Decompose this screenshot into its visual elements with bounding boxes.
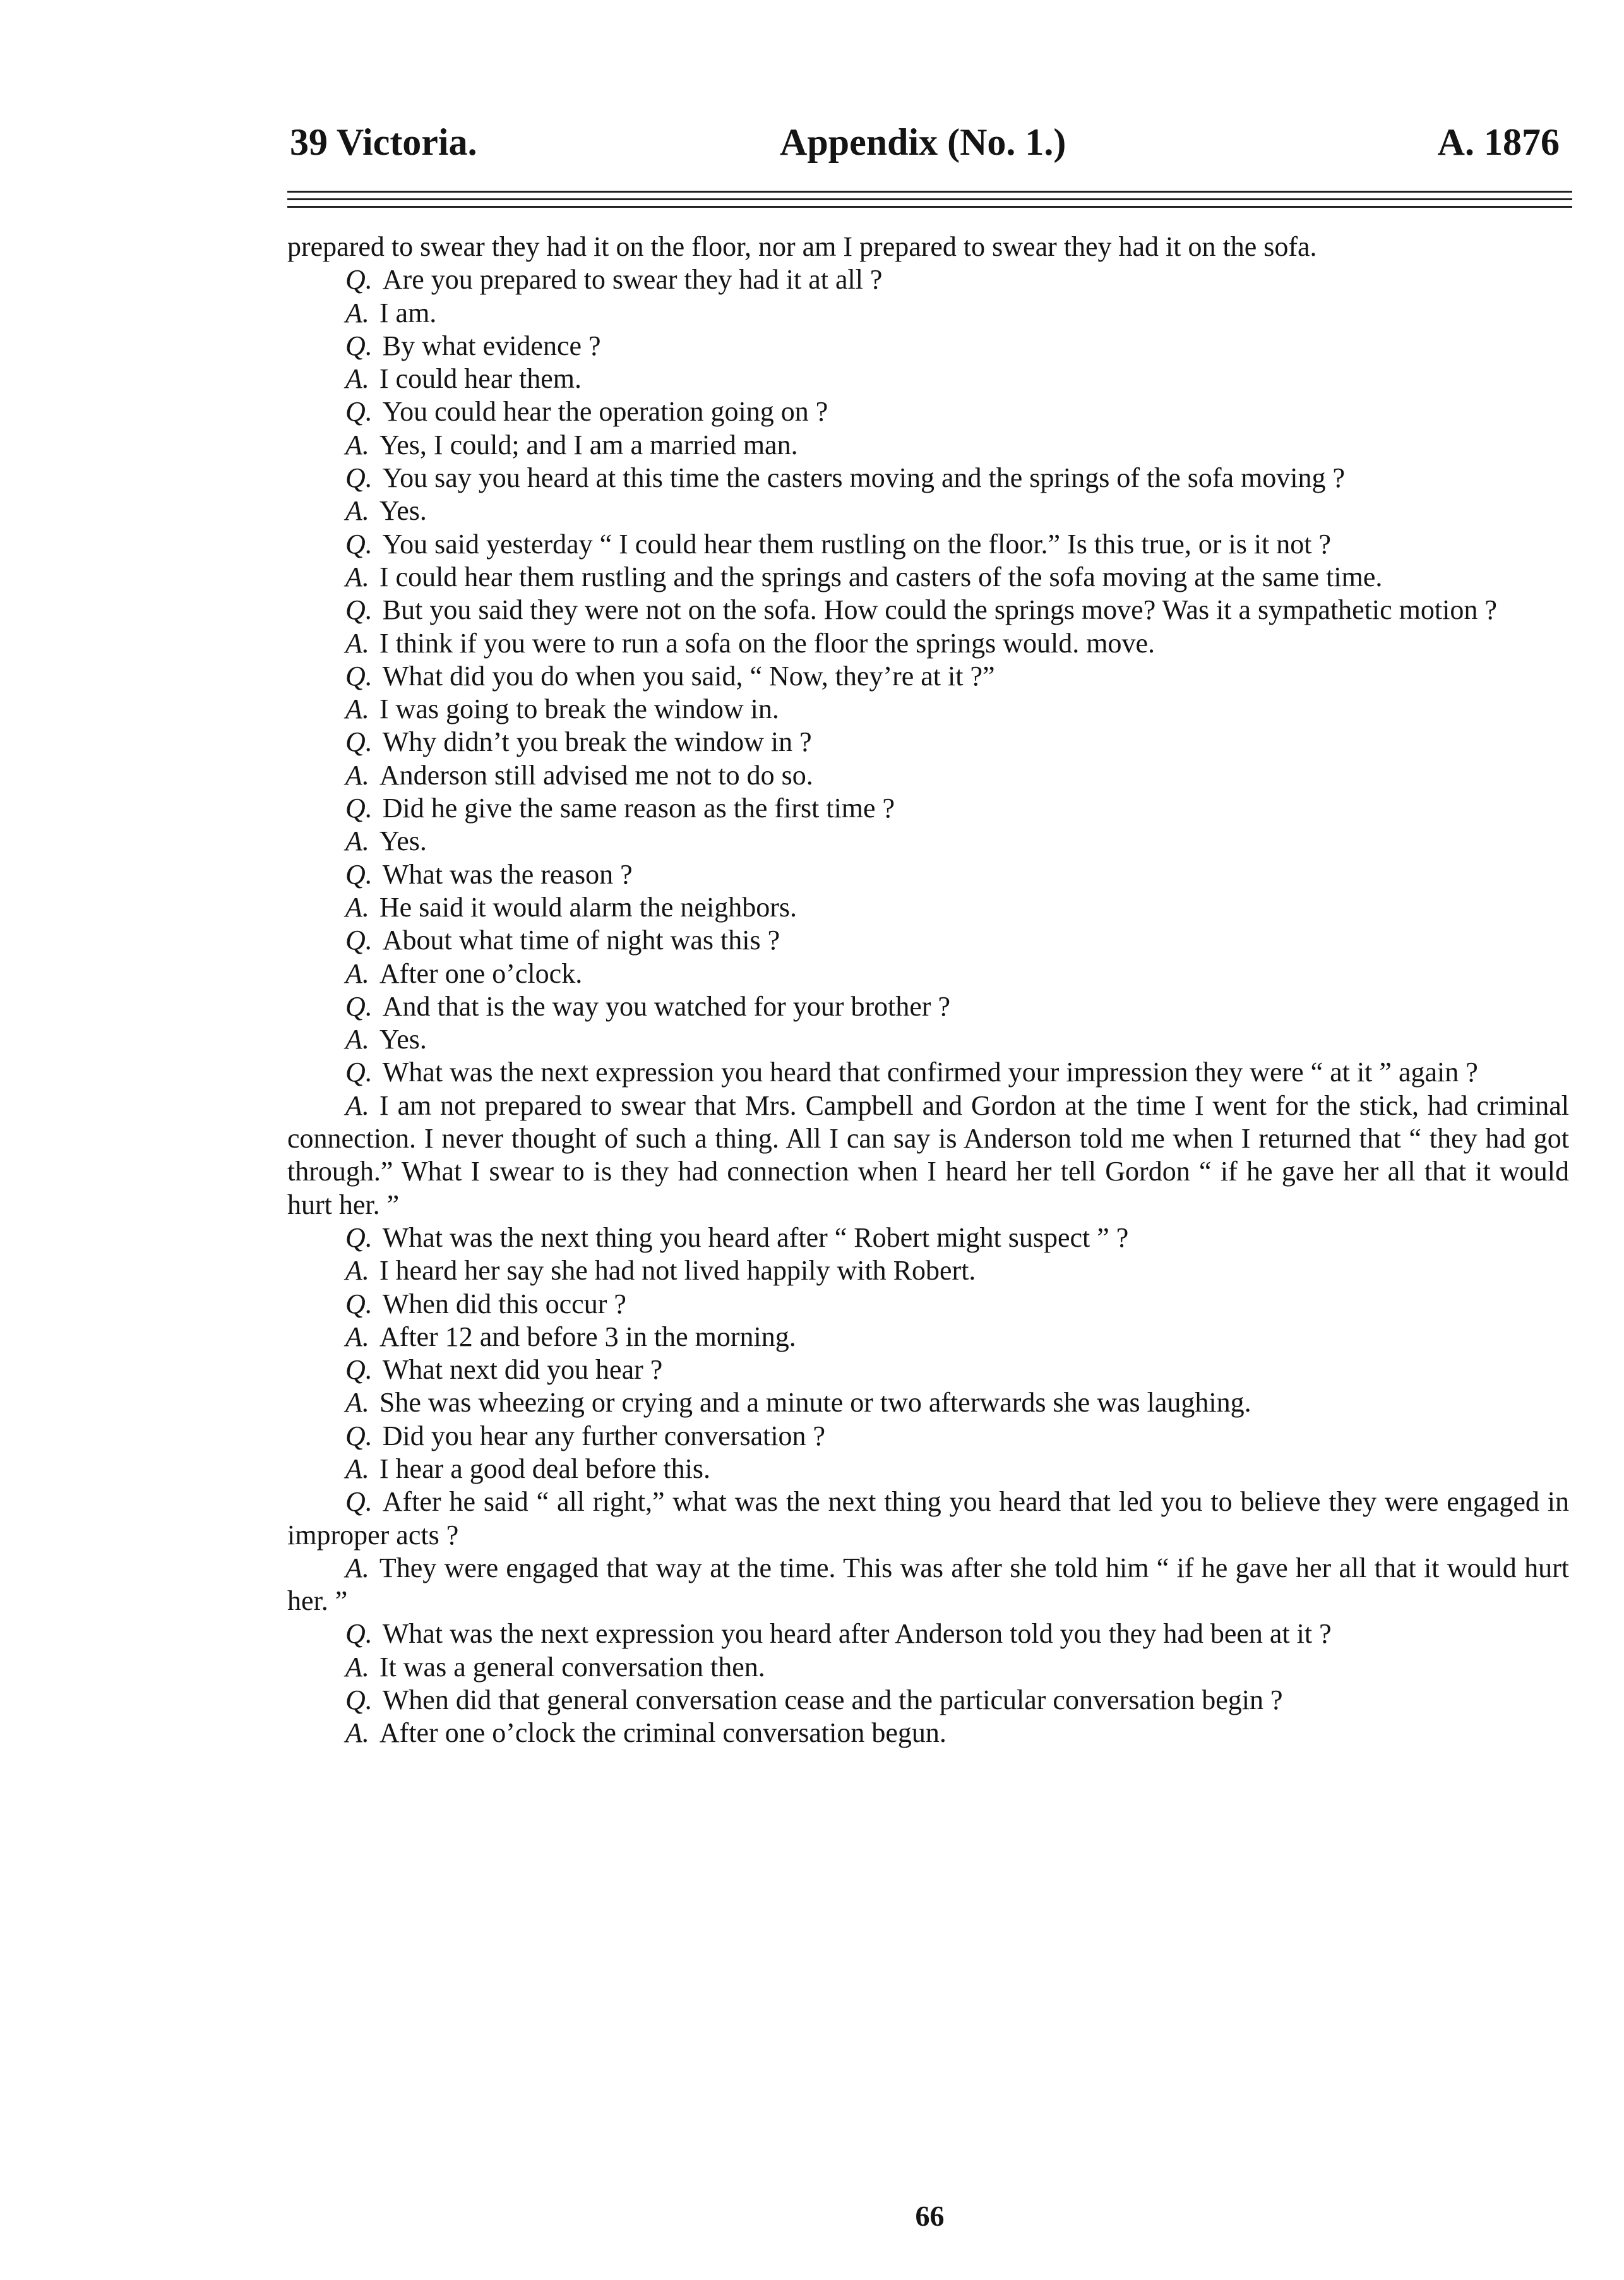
- paragraph-text: You said yesterday “ I could hear them rustling on the floor.” Is this true, or is it not ?: [382, 528, 1332, 560]
- paragraph-text: About what time of night was this ?: [382, 925, 780, 956]
- answer-marker: A.: [345, 1453, 369, 1484]
- paragraph-text: Why didn’t you break the window in ?: [382, 726, 812, 758]
- answer-marker: A.: [345, 1321, 369, 1352]
- testimony-paragraph: [287, 891, 1569, 924]
- question-marker: Q.: [345, 330, 373, 361]
- testimony-paragraph: [287, 660, 1569, 693]
- header-rule: [287, 198, 1572, 200]
- question-marker: Q.: [345, 1684, 373, 1716]
- testimony-paragraph: [287, 1089, 1569, 1221]
- answer-marker: A.: [345, 825, 369, 857]
- question-marker: Q.: [345, 264, 373, 296]
- paragraph-text: You say you heard at this time the casters moving and the springs of the sofa moving ?: [382, 462, 1346, 494]
- paragraph-text: Yes, I could; and I am a married man.: [379, 429, 798, 460]
- answer-marker: A.: [345, 1552, 369, 1583]
- paragraph-text: After one o’clock the criminal conversation begun.: [379, 1717, 946, 1749]
- paragraph-text: I was going to break the window in.: [379, 693, 779, 725]
- paragraph-text: Yes.: [379, 825, 427, 857]
- testimony-paragraph: [287, 1288, 1569, 1321]
- paragraph-text: You could hear the operation going on ?: [382, 396, 828, 428]
- paragraph-text: When did that general conversation cease and the particular conversation begin ?: [382, 1684, 1283, 1716]
- question-marker: Q.: [345, 990, 373, 1022]
- testimony-paragraph: [287, 1221, 1569, 1254]
- paragraph-text: prepared to swear they had it on the floor, nor am I prepared to swear they had it on the sofa.: [287, 231, 1317, 262]
- header-appendix: Appendix (No. 1.): [780, 121, 1066, 163]
- testimony-paragraph: [287, 528, 1569, 561]
- paragraph-text: Are you prepared to swear they had it at all ?: [382, 264, 883, 296]
- testimony-paragraph: [287, 330, 1569, 363]
- answer-marker: A.: [345, 1717, 369, 1749]
- answer-marker: A.: [345, 363, 369, 395]
- paragraph-text: After 12 and before 3 in the morning.: [379, 1321, 796, 1352]
- testimony-paragraph: [287, 1617, 1569, 1650]
- question-marker: Q.: [345, 1618, 373, 1650]
- paragraph-text: Anderson still advised me not to do so.: [379, 759, 813, 791]
- question-marker: Q.: [345, 726, 373, 758]
- answer-marker: A.: [345, 495, 369, 527]
- question-marker: Q.: [345, 858, 373, 890]
- paragraph-text: I hear a good deal before this.: [379, 1453, 711, 1484]
- answer-marker: A.: [345, 891, 369, 923]
- running-header: [287, 107, 1572, 177]
- paragraph-text: What did you do when you said, “ Now, they’re at it ?”: [382, 660, 995, 692]
- testimony-paragraph: [287, 363, 1569, 395]
- question-marker: Q.: [345, 462, 373, 494]
- paragraph-text: I think if you were to run a sofa on the floor the springs would. move.: [379, 627, 1155, 659]
- question-marker: Q.: [345, 925, 373, 956]
- testimony-paragraph: [287, 429, 1569, 462]
- paragraph-text: What was the next expression you heard that confirmed your impression they were “ at it ” again ?: [382, 1057, 1478, 1088]
- document-page: [287, 107, 1572, 2242]
- question-marker: Q.: [345, 396, 373, 428]
- testimony-paragraph: [287, 495, 1569, 527]
- question-marker: Q.: [345, 1221, 373, 1253]
- testimony-paragraph: [287, 693, 1569, 726]
- paragraph-text: She was wheezing or crying and a minute or two afterwards she was laughing.: [379, 1387, 1251, 1419]
- header-rule: [287, 191, 1572, 193]
- paragraph-text: I could hear them.: [379, 363, 582, 395]
- testimony-paragraph: [287, 957, 1569, 990]
- answer-marker: A.: [345, 1387, 369, 1419]
- paragraph-text: They were engaged that way at the time. This was after she told him “ if he gave her all that it would hurt her. ”: [287, 1552, 1569, 1617]
- testimony-paragraph: [287, 395, 1569, 428]
- question-marker: Q.: [345, 1057, 373, 1088]
- testimony-paragraph: [287, 1552, 1569, 1618]
- testimony-paragraph: [287, 1353, 1569, 1386]
- paragraph-text: When did this occur ?: [382, 1288, 626, 1319]
- paragraph-text: What was the reason ?: [382, 858, 633, 890]
- paragraph-text: By what evidence ?: [382, 330, 601, 361]
- testimony-paragraph: [287, 561, 1569, 594]
- paragraph-text: Did he give the same reason as the first time ?: [382, 793, 895, 824]
- paragraph-text: After one o’clock.: [379, 957, 583, 989]
- paragraph-text: I am.: [379, 297, 437, 328]
- answer-marker: A.: [345, 627, 369, 659]
- testimony-paragraph: [287, 1717, 1569, 1749]
- testimony-paragraph: [287, 1386, 1569, 1419]
- question-marker: Q.: [345, 1420, 373, 1451]
- testimony-paragraph: [287, 726, 1569, 759]
- testimony-paragraph: [287, 231, 1569, 263]
- answer-marker: A.: [345, 957, 369, 989]
- answer-marker: A.: [345, 1089, 369, 1121]
- testimony-paragraph: [287, 924, 1569, 957]
- paragraph-text: I heard her say she had not lived happily with Robert.: [379, 1255, 976, 1287]
- paragraph-text: Yes.: [379, 1024, 427, 1055]
- testimony-paragraph: [287, 462, 1569, 495]
- testimony-paragraph: [287, 1651, 1569, 1684]
- question-marker: Q.: [345, 1486, 373, 1518]
- paragraph-text: I am not prepared to swear that Mrs. Campbell and Gordon at the time I went for the stick, had criminal connection. I never thought of such a thing. All I can say is Anderson told me when I returned that “ they had got through.” What I swear to is they had connection when I heard her tell Gordon “ if he gave her all that it would hurt her. ”: [287, 1089, 1569, 1220]
- testimony-paragraph: [287, 990, 1569, 1023]
- paragraph-text: He said it would alarm the neighbors.: [379, 891, 797, 923]
- paragraph-text: Did you hear any further conversation ?: [382, 1420, 826, 1451]
- testimony-paragraph: [287, 1684, 1569, 1717]
- paragraph-text: I could hear them rustling and the springs and casters of the sofa moving at the same time.: [379, 561, 1383, 592]
- answer-marker: A.: [345, 1024, 369, 1055]
- testimony-paragraph: [287, 1453, 1569, 1485]
- paragraph-text: And that is the way you watched for your brother ?: [382, 990, 951, 1022]
- header-rule: [287, 206, 1572, 208]
- answer-marker: A.: [345, 759, 369, 791]
- paragraph-text: After he said “ all right,” what was the next thing you heard that led you to believe they were engaged in improper acts ?: [287, 1486, 1569, 1551]
- testimony-paragraph: [287, 263, 1569, 296]
- paragraph-text: It was a general conversation then.: [379, 1651, 765, 1683]
- answer-marker: A.: [345, 561, 369, 592]
- question-marker: Q.: [345, 1354, 373, 1386]
- answer-marker: A.: [345, 429, 369, 460]
- testimony-paragraph: [287, 627, 1569, 660]
- testimony-paragraph: [287, 1023, 1569, 1056]
- testimony-paragraph: [287, 1485, 1569, 1552]
- testimony-paragraph: [287, 1056, 1569, 1089]
- paragraph-text: But you said they were not on the sofa. How could the springs move? Was it a sympathetic motion ?: [382, 594, 1497, 626]
- page-number: 66: [915, 2200, 945, 2232]
- testimony-paragraph: [287, 297, 1569, 330]
- question-marker: Q.: [345, 594, 373, 626]
- answer-marker: A.: [345, 1255, 369, 1287]
- answer-marker: A.: [345, 693, 369, 725]
- paragraph-text: What was the next thing you heard after “ Robert might suspect ” ?: [382, 1221, 1129, 1253]
- question-marker: Q.: [345, 793, 373, 824]
- question-marker: Q.: [345, 1288, 373, 1319]
- testimony-paragraph: [287, 1420, 1569, 1453]
- testimony-paragraph: [287, 1254, 1569, 1287]
- header-year: A. 1876: [1437, 121, 1560, 163]
- testimony-paragraph: [287, 759, 1569, 792]
- testimony-paragraph: [287, 792, 1569, 825]
- testimony-text: [287, 231, 1569, 1750]
- answer-marker: A.: [345, 1651, 369, 1683]
- testimony-paragraph: [287, 1321, 1569, 1353]
- question-marker: Q.: [345, 660, 373, 692]
- testimony-paragraph: [287, 858, 1569, 891]
- answer-marker: A.: [345, 297, 369, 328]
- testimony-paragraph: [287, 825, 1569, 858]
- paragraph-text: What next did you hear ?: [382, 1354, 663, 1386]
- paragraph-text: What was the next expression you heard after Anderson told you they had been at it ?: [382, 1618, 1332, 1650]
- testimony-paragraph: [287, 594, 1569, 627]
- paragraph-text: Yes.: [379, 495, 427, 527]
- question-marker: Q.: [345, 528, 373, 560]
- header-session: 39 Victoria.: [290, 121, 477, 163]
